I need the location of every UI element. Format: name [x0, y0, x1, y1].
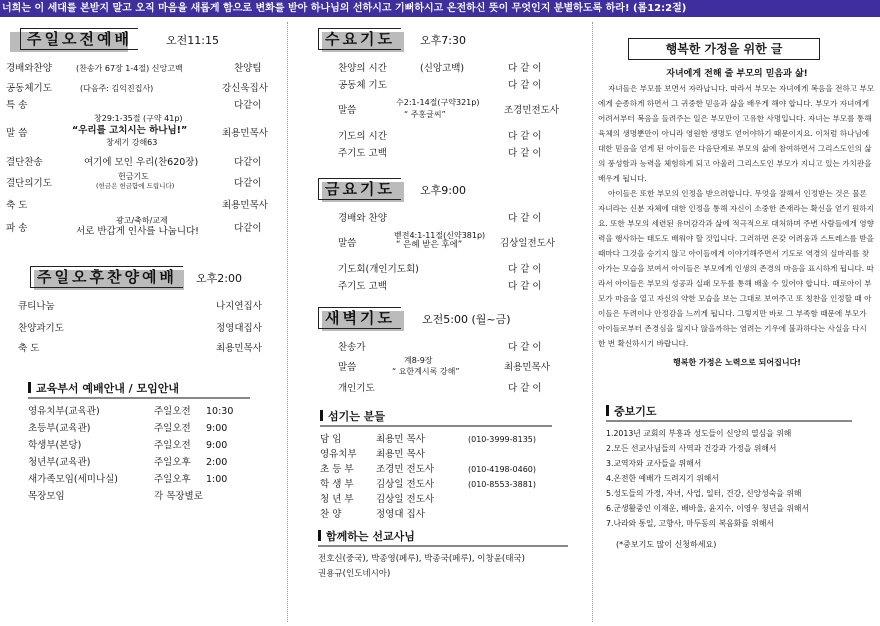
order-row: 경배와찬양 (찬송가 67장 1-4절) 신앙고백 찬양팀 — [6, 63, 262, 74]
edu-title: 교육부서 예배안내 / 모임안내 — [28, 381, 250, 399]
order-row: 경배와 찬양 다 같 이 — [338, 213, 542, 224]
order-row: 주기도 고백 다 같 이 — [338, 281, 542, 292]
family-paragraph: 자녀들은 부모를 보면서 자라납니다. 따라서 부모는 자녀에게 복음을 전하고 부모에게 순종하게 하면서 그 귀중한 믿음과 삶을 배우게 해야 합니다. 부모가 자녀에게 어려서부터 복음을 들려주는 일은 부모만이 고유한 사명입니다. 자녀는 부모를 통해 육체의 생명뿐만이 아니라 영원한 생명도 얻어야하기 때문이지요. 이처럼 하나님에 대한 믿음을 얻게 된 아이들은 다음단계로 부모의 삶에 참여하면서 그리스도인의 삶의 풍성함과 능력을 체험하게 되고 아울러 그리스도인 부모가 지니고 있는 가치관을 배우게 됩니다. — [598, 84, 875, 183]
right-column — [598, 38, 876, 550]
prayer-item: 5.성도들의 가정, 자녀, 사업, 일터, 건강, 신앙성숙을 위해 — [606, 489, 802, 498]
fri-order — [296, 210, 586, 295]
sunday-pm-order — [6, 298, 281, 357]
prayer-list — [606, 426, 852, 531]
fri-header — [296, 174, 586, 200]
section-time: 오전5:00 (월~금) — [422, 313, 511, 326]
family-title: 행복한 가정을 위한 글 — [628, 38, 820, 60]
prayer-title: 중보기도 — [606, 404, 852, 422]
order-row: 말 씀 창29:1-35절 (구약 41p) “우리를 고치시는 하나님!” 창세기 강해63 최용민목사 — [6, 114, 268, 147]
left-column — [6, 24, 281, 505]
sunday-am-header — [6, 24, 281, 50]
column-divider — [592, 22, 593, 622]
section-title: 주일오후찬양예배 — [30, 266, 183, 288]
order-row: 공동체기도 (다음주: 김익진집사) 강신욱집사 — [6, 83, 268, 94]
prayer-item: 3.교역자와 교사들을 위해서 — [606, 459, 702, 468]
order-row: 찬송가 다 같 이 — [338, 342, 542, 353]
order-row: 말씀 수2:1-14절(구약321p) “ 주홍글씨” 조경민전도사 — [338, 98, 560, 119]
prayer-item: 1.2013년 교회의 부흥과 성도들이 신앙의 열심을 위해 — [606, 429, 792, 438]
server-row: 영유치부 최용민 목사 — [320, 449, 425, 460]
order-row: 찬양과기도 정영대집사 — [18, 323, 262, 334]
order-row: 결단찬송 여기에 모인 우리(찬620장) 다같이 — [6, 157, 262, 168]
order-row: 축 도 최용민목사 — [6, 200, 268, 211]
section-title: 수요기도 — [318, 28, 401, 50]
section-title: 금요기도 — [318, 178, 401, 200]
wed-header — [296, 24, 586, 50]
server-row: 초 등 부 조경민 전도사 (010-4198-0460) — [320, 464, 537, 475]
servers-section — [320, 409, 552, 521]
order-row: 찬양의 시간 (신앙고백) 다 같 이 — [338, 63, 542, 74]
prayer-item: 2.모든 선교사님들의 사역과 건강과 가정을 위해서 — [606, 444, 777, 453]
order-row: 특 송 다같이 — [6, 100, 262, 111]
section-time: 오전11:15 — [166, 34, 219, 47]
server-row: 청 년 부 김상일 전도사 — [320, 494, 435, 505]
mission-title: 함께하는 선교사님 — [318, 529, 568, 547]
order-row: 주기도 고백 다 같 이 — [338, 148, 542, 159]
section-time: 오후7:30 — [420, 34, 466, 47]
prayer-section — [606, 404, 852, 550]
section-title: 새벽기도 — [318, 307, 401, 329]
sunday-pm-header — [6, 262, 281, 288]
wed-order — [296, 60, 586, 162]
family-subtitle: 자녀에게 전해 줄 부모의 믿음과 삶! — [666, 69, 808, 79]
edu-row: 목장모임 각 목장별로 — [28, 491, 203, 502]
edu-row: 학생부(본당) 주일오전 9:00 — [28, 440, 228, 451]
order-row: 축 도 최용민목사 — [18, 343, 262, 354]
server-row: 학 생 부 김상일 전도사 (010-8553-3881) — [320, 479, 537, 490]
sunday-am-order — [6, 60, 281, 242]
order-row: 기도회(개인기도회) 다 같 이 — [338, 264, 542, 275]
edu-row: 영유치부(교육관) 주일오전 10:30 — [28, 406, 234, 417]
prayer-item: 6.군생활중인 이재운, 배바울, 윤지수, 이영우 청년을 위해서 — [606, 504, 809, 513]
mission-line: 전호신(중국), 박종영(페루), 박종국(페루), 이창윤(태국) — [318, 554, 525, 564]
mission-line: 권용규(인도네시아) — [318, 569, 391, 579]
prayer-note: (*중보기도 많이 신청하세요) — [616, 540, 717, 549]
dawn-header — [296, 303, 586, 329]
servers-title: 섬기는 분들 — [320, 409, 552, 427]
order-row: 파 송 광고/축하/교제 서로 반갑게 인사를 나눕니다! 다같이 — [6, 216, 262, 237]
prayer-item: 4.온전한 예배가 드려지기 위해서 — [606, 474, 719, 483]
section-time: 오후2:00 — [196, 272, 242, 285]
order-row: 개인기도 다 같 이 — [338, 383, 542, 394]
server-row: 담 임 최용민 목사 (010-3999-8135) — [320, 434, 537, 445]
section-time: 오후9:00 — [420, 184, 466, 197]
family-closing: 행복한 가정은 노력으로 되어집니다! — [673, 358, 801, 367]
order-row: 말씀 계8-9장 “ 요한계시록 강해” 최용민목사 — [338, 356, 550, 376]
edu-row: 초등부(교육관) 주일오전 9:00 — [28, 423, 228, 434]
edu-section — [28, 381, 250, 505]
column-divider — [287, 22, 288, 622]
scripture-banner: 너희는 이 세대를 본받지 말고 오직 마음을 새롭게 함으로 변화를 받아 하나님의 선하시고 기뻐하시고 온전하신 뜻이 무엇인지 분별하도록 하라! (롬12:2절) — [0, 0, 880, 17]
order-row: 큐티나눔 나지연집사 — [18, 301, 262, 312]
server-row: 찬 양 정영대 집사 — [320, 509, 425, 520]
edu-row: 새가족모임(세미나실) 주일오후 1:00 — [28, 474, 228, 485]
order-row: 말씀 벧전4:1-11절(신약381p) “ 은혜 받은 후에” 김상일전도사 — [338, 231, 556, 250]
prayer-item: 7.나라와 통일, 고향사, 마두동의 복음화를 위해서 — [606, 519, 774, 528]
order-row: 기도의 시간 다 같 이 — [338, 131, 542, 142]
dawn-order — [296, 339, 586, 397]
order-row: 결단의기도 헌금기도 (헌금은 헌금함에 드립니다) 다같이 — [6, 172, 262, 190]
family-paragraph: 아이들은 또한 부모의 인정을 받으려합니다. 무엇을 잘해서 인정받는 것은 물론 자녀라는 신분 자체에 대한 인정을 통해 자신이 소중한 존재라는 확신을 얻기 원하지요. 또한 부모의 세련된 유머감각과 삶에 적극적으로 대처하며 주변 사람들에게 영향력을 행사하는 태도도 배워야 할 것입니다. 그러하면 온갖 어려움과 스트레스를 받을 때마다 그것을 승기지 않고 아이들에게 이야기해주면서 기도로 역경의 실마리를 찾아가는 모습을 보여서 아이들은 부모에게 인생의 존경의 마음을 표시하게 됩니다. 따라서 아이들은 부모의 성공과 실패 모두를 통해 배울 수 있어야 합니다. 때로아이 부모가 마음을 열고 자신의 약한 모습을 보는 그대로 보여주고 또 칭찬을 인정할 때 아이들은 두려이나 안정감을 느끼게 됩니다. 그렇지만 바로 그 부족함 때문에 부모가 아이들로부터 존경심을 잃지나 않을까하는 염려는 기우에 불과하다는 사실을 다시 한 번 확신하시기 바랍니다. — [598, 189, 874, 348]
middle-column — [296, 24, 586, 581]
edu-row: 청년부(교육관) 주일오후 2:00 — [28, 457, 228, 468]
section-title: 주일오전예배 — [20, 28, 138, 50]
mission-section — [318, 529, 568, 581]
order-row: 공동체 기도 다 같 이 — [338, 80, 542, 91]
